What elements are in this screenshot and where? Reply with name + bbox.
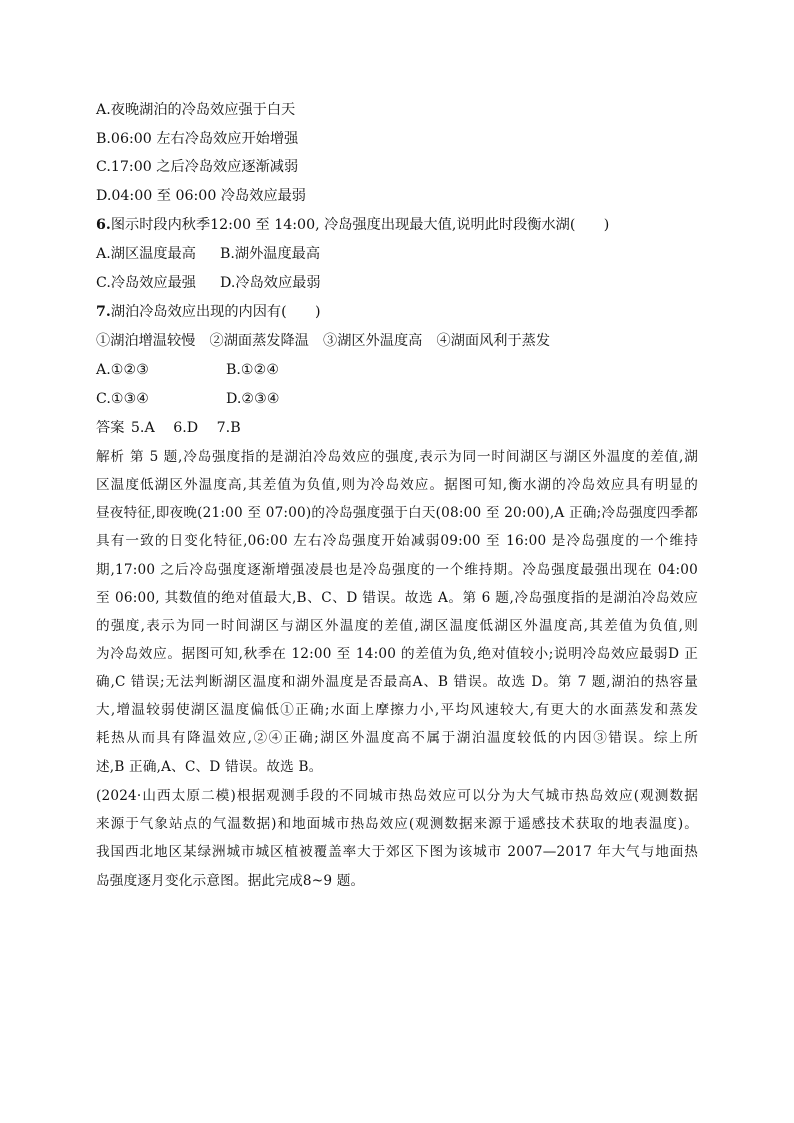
q7-number: 7. bbox=[96, 304, 111, 320]
q5-option-a: A.夜晚湖泊的冷岛效应强于白天 bbox=[96, 102, 296, 118]
intro-line: 我国西北地区某绿洲城市城区植被覆盖率大于郊区下图为该城市 2007—2017 年大气与地面热 bbox=[96, 844, 698, 860]
answer-7: 7.B bbox=[216, 420, 241, 436]
explanation-line: 期,17:00 之后冷岛强度逐渐增强凌晨也是冷岛强度的一个维持期。冷岛强度最强出现在 04:00 bbox=[96, 562, 698, 578]
answer-line bbox=[96, 418, 698, 438]
q7-items: ①湖泊增温较慢 ②湖面蒸发降温 ③湖区外温度高 ④湖面风利于蒸发 bbox=[96, 333, 551, 349]
explanation-line: 大,增温较弱使湖区温度偏低①正确;水面上摩擦力小,平均风速较大,有更大的水面蒸发和蒸发 bbox=[96, 702, 698, 718]
q5-option-b: B.06:00 左右冷岛效应开始增强 bbox=[96, 131, 299, 147]
explanation-line: 具有一致的日变化特征,06:00 左右冷岛强度开始减弱09:00 至 16:00 是冷岛强度的一个维持 bbox=[96, 533, 698, 549]
explanation-line: 解析 第 5 题,冷岛强度指的是湖泊冷岛效应的强度,表示为同一时间湖区与湖区外温度的差值,湖 bbox=[96, 449, 698, 465]
q7-options-row-2 bbox=[96, 389, 698, 409]
answer-label: 答案 bbox=[96, 420, 125, 436]
q5-option-d: D.04:00 至 06:00 冷岛效应最弱 bbox=[96, 188, 306, 204]
q7-option-b: B.①②④ bbox=[226, 362, 280, 378]
q6-option-a: A.湖区温度最高 bbox=[96, 246, 196, 262]
explanation-line: 确,C 错误;无法判断湖区温度和湖外温度是否最高A、B 错误。故选 D。第 7 题,湖泊的热容量 bbox=[96, 674, 698, 690]
explanation-line: 昼夜特征,即夜晚(21:00 至 07:00)的冷岛强度强于白天(08:00 至 20:00),A 正确;冷岛强度四季都 bbox=[96, 505, 698, 521]
q7-options-row-1 bbox=[96, 360, 698, 380]
explanation-line: 区温度低湖区外温度高,其差值为负值,则为冷岛效应。据图可知,衡水湖的冷岛效应具有明显的 bbox=[96, 477, 698, 493]
q5-option-c: C.17:00 之后冷岛效应逐渐减弱 bbox=[96, 159, 299, 175]
explanation-line: 至 06:00, 其数值的绝对值最大,B、C、D 错误。故选 A。第 6 题,冷岛强度指的是湖泊冷岛效应 bbox=[96, 590, 698, 606]
answer-5: 5.A bbox=[130, 420, 155, 436]
q6-option-b: B.湖外温度最高 bbox=[220, 246, 321, 262]
intro-line: 岛强度逐月变化示意图。据此完成8~9 题。 bbox=[96, 873, 365, 889]
explanation-line: 耗热从而具有降温效应,②④正确;湖区外温度高不属于湖泊温度较低的内因③错误。综上所 bbox=[96, 730, 698, 746]
q6-number: 6. bbox=[96, 217, 111, 233]
intro-line: 来源于气象站点的气温数据)和地面城市热岛效应(观测数据来源于遥感技术获取的地表温度)。 bbox=[96, 816, 698, 832]
q7-stem bbox=[96, 302, 698, 322]
q6-stem-text: 图示时段内秋季12:00 至 14:00, 冷岛强度出现最大值,说明此时段衡水湖( ) bbox=[110, 217, 610, 233]
explanation-line: 述,B 正确,A、C、D 错误。故选 B。 bbox=[96, 759, 323, 775]
q6-stem bbox=[96, 215, 698, 235]
explanation-line: 的强度,表示为同一时间湖区与湖区外温度的差值,湖区温度低湖区外温度高,其差值为负值,则 bbox=[96, 618, 698, 634]
q6-options-row-1 bbox=[96, 244, 698, 264]
intro-line: (2024·山西太原二模)根据观测手段的不同城市热岛效应可以分为大气城市热岛效应(观测数据 bbox=[96, 788, 698, 804]
q6-option-c: C.冷岛效应最强 bbox=[96, 275, 196, 291]
q7-option-a: A.①②③ bbox=[96, 362, 149, 378]
answer-6: 6.D bbox=[173, 420, 199, 436]
q6-options-row-2 bbox=[96, 273, 698, 293]
q7-option-d: D.②③④ bbox=[226, 391, 280, 407]
q7-stem-text: 湖泊冷岛效应出现的内因有( ) bbox=[110, 304, 321, 320]
explanation-line: 为冷岛效应。据图可知,秋季在 12:00 至 14:00 的差值为负,绝对值较小;说明冷岛效应最弱D 正 bbox=[96, 646, 698, 662]
q6-option-d: D.冷岛效应最弱 bbox=[220, 275, 321, 291]
q7-option-c: C.①③④ bbox=[96, 391, 150, 407]
